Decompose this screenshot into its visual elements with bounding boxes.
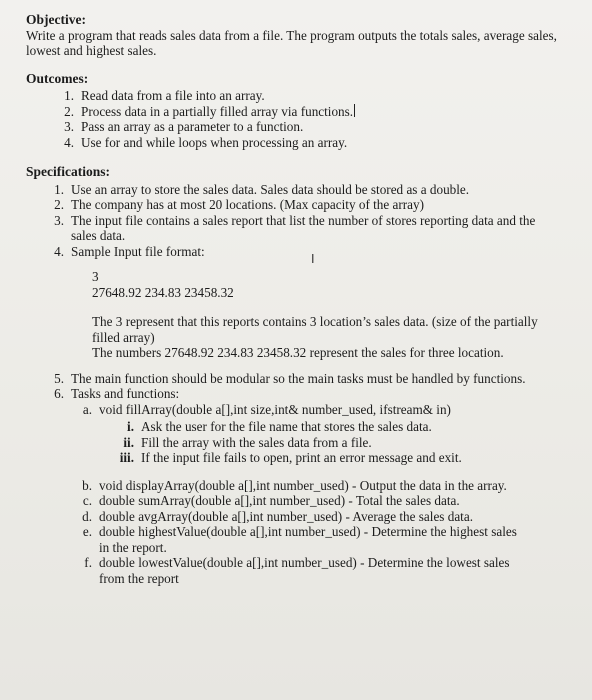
item-text: Fill the array with the sales data from a file. — [141, 434, 372, 450]
objective-heading: Objective: — [26, 12, 86, 27]
list-item — [26, 182, 578, 198]
item-text: Process data in a partially filled array via functions. — [81, 103, 354, 119]
item-number: a. — [82, 401, 92, 417]
item-text: Use for and while loops when processing an array. — [81, 134, 348, 150]
task-a-steps — [72, 419, 578, 466]
item-text: If the input file fails to open, print an error message and exit. — [141, 450, 462, 465]
list-item — [72, 450, 578, 466]
sample-line-values: 27648.92 234.83 23458.32 — [92, 284, 234, 300]
text-cursor — [354, 104, 355, 117]
list-item — [26, 213, 578, 244]
list-item — [72, 555, 578, 586]
item-text: Pass an array as a parameter to a function. — [81, 119, 304, 134]
item-text: double lowestValue(double a[],int number_used) - Determine the lowest sales from the report — [99, 555, 510, 586]
list-item — [72, 402, 578, 418]
tasks-list-continued — [72, 478, 578, 587]
objective-text: Write a program that reads sales data from a file. The program outputs the totals sales, average sales, lowest and highest sales. — [26, 27, 557, 58]
list-item — [72, 509, 578, 525]
item-text: double sumArray(double a[],int number_used) - Total the sales data. — [99, 493, 460, 508]
list-item — [26, 119, 578, 135]
outcomes-list — [26, 88, 578, 150]
list-item — [72, 493, 578, 509]
specifications-section — [26, 164, 578, 586]
list-item — [26, 197, 578, 213]
item-number: ii. — [123, 434, 134, 450]
specifications-list — [26, 182, 578, 260]
item-text: Ask the user for the file name that stores the sales data. — [141, 419, 432, 434]
item-text: The company has at most 20 locations. (Max capacity of the array) — [71, 197, 425, 212]
sample-explanation-values: The numbers 27648.92 234.83 23458.32 represent the sales for three location. — [92, 345, 504, 360]
item-text: double avgArray(double a[],int number_used) - Average the sales data. — [99, 508, 473, 524]
outcomes-section — [26, 71, 578, 151]
list-item — [26, 135, 578, 151]
item-text: The main function should be modular so the main tasks must be handled by functions. — [71, 370, 526, 386]
item-number: 1. — [64, 88, 74, 103]
item-text: Tasks and functions: — [71, 386, 180, 401]
list-item — [26, 88, 578, 104]
sample-input-block — [92, 269, 578, 361]
item-number: 3. — [64, 119, 74, 134]
outcomes-heading: Outcomes: — [26, 70, 89, 86]
item-number: 1. — [54, 181, 64, 197]
item-number: 2. — [54, 197, 64, 212]
item-number: 6. — [54, 386, 64, 401]
list-item — [26, 244, 578, 260]
tasks-list — [72, 402, 578, 418]
item-number: e. — [82, 524, 92, 539]
item-number: i. — [127, 419, 134, 434]
item-number: 3. — [54, 212, 64, 228]
item-text: double highestValue(double a[],int number_used) - Determine the highest sales in the report. — [99, 524, 517, 555]
list-item — [72, 435, 578, 451]
list-item — [26, 104, 578, 120]
sample-explanation-count: The 3 represent that this reports contains 3 location’s sales data. (size of the partially filled array) — [92, 314, 538, 345]
ibeam-cursor-icon: I — [311, 252, 315, 266]
item-text: Sample Input file format: — [71, 243, 205, 259]
list-item — [72, 524, 578, 555]
item-number: f. — [84, 555, 92, 570]
item-number: 4. — [54, 243, 64, 259]
specifications-list-continued — [26, 371, 578, 402]
item-number: d. — [82, 508, 92, 524]
sample-line-count: 3 — [92, 269, 99, 284]
item-text: The input file contains a sales report that list the number of stores reporting data and the sales data. — [71, 212, 536, 243]
list-item — [72, 478, 578, 494]
list-item — [26, 386, 578, 402]
objective-section — [26, 12, 578, 59]
specifications-heading: Specifications: — [26, 164, 110, 179]
item-number: 4. — [64, 134, 74, 150]
item-text: void fillArray(double a[],int size,int& number_used, ifstream& in) — [99, 401, 451, 417]
item-text: Read data from a file into an array. — [81, 88, 265, 103]
list-item — [26, 371, 578, 387]
item-number: 5. — [54, 370, 64, 386]
item-number: b. — [82, 477, 92, 493]
item-number: 2. — [64, 103, 74, 119]
list-item — [72, 419, 578, 435]
item-number: iii. — [119, 450, 134, 465]
item-number: c. — [82, 493, 92, 508]
item-text: Use an array to store the sales data. Sales data should be stored as a double. — [71, 181, 470, 197]
item-text: void displayArray(double a[],int number_used) - Output the data in the array. — [99, 477, 507, 493]
